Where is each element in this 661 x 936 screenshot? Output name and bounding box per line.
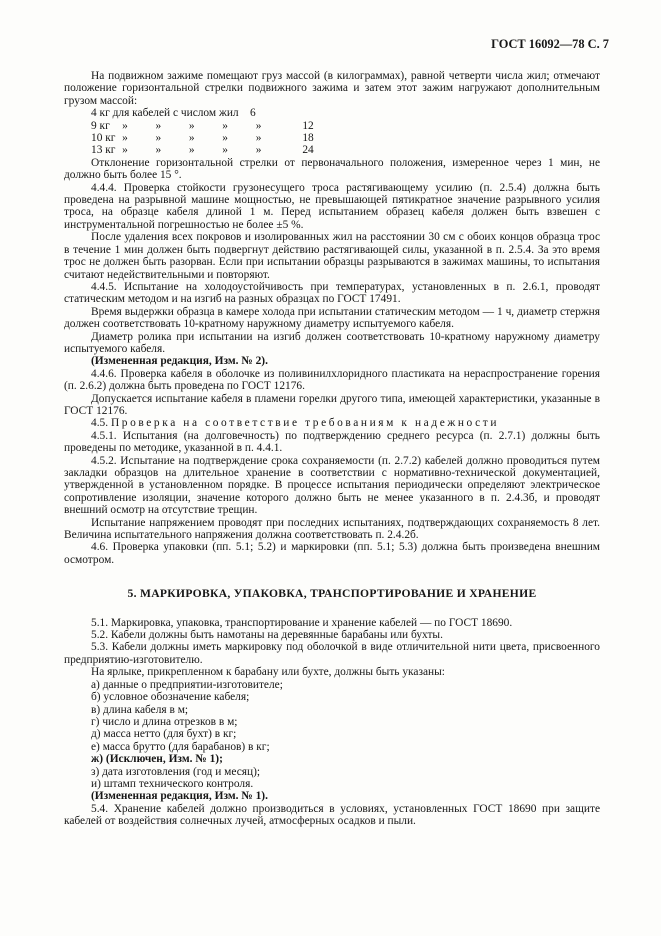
paragraph-4-4-6: 4.4.6. Проверка кабеля в оболочке из поливинилхлоридного пластиката на нераспространение горения (п. 2.6.2) должна быть проведена по ГОСТ 12176. [64, 367, 600, 393]
list-item: д) масса нетто (для бухт) в кг; [91, 728, 237, 741]
list-item: б) условное обозначение кабеля; [91, 691, 250, 704]
paragraph-4-4-4: 4.4.4. Проверка стойкости грузонесущего троса растягивающему усилию (п. 2.5.4) должна быть проведена на разрывной машине мощностью, не превышающей пятикратное значение разрывного усилия троса, на образце кабеля длиной 1 м. Перед испытанием образец кабеля должен быть взвешен с инструментальной погрешностью не более ±5 %. [64, 181, 600, 231]
weights-number: 12 [302, 119, 314, 132]
weights-kg: 13 кг [91, 144, 116, 157]
list-item: е) масса брутто (для барабанов) в кг; [91, 740, 270, 753]
paragraph-4-5-2-b: Испытание напряжением проводят при последних испытаниях, подтверждающих сохраняемость 8 лет. Величина испытательного напряжения должна соответствовать п. 2.4.2б. [64, 516, 600, 542]
amendment-note-2: (Измененная редакция, Изм. № 2). [91, 355, 268, 368]
ditto-mark: » [222, 144, 228, 157]
weights-row [91, 120, 314, 132]
ditto-mark: » [155, 144, 162, 157]
ditto-mark: » [122, 144, 128, 157]
paragraph-4-6: 4.6. Проверка упаковки (пп. 5.1; 5.2) и маркировки (пп. 5.1; 5.3) должна быть произведена внешним осмотром. [64, 541, 600, 566]
paragraph-4-4-5: 4.4.5. Испытание на холодоустойчивость при температурах, установленных в п. 2.6.1, проводят статическим методом и на изгиб на разных образцах по ГОСТ 17491. [64, 280, 600, 306]
document-body [64, 70, 600, 828]
ditto-mark: » [155, 119, 162, 132]
weights-number: 24 [302, 144, 314, 157]
list-item: з) дата изготовления (год и месяц); [91, 765, 261, 778]
weights-row [91, 144, 314, 156]
ditto-mark: » [255, 132, 262, 145]
ditto-mark: » [222, 132, 228, 145]
page-header: ГОСТ 16092—78 С. 7 [491, 37, 609, 51]
ditto-mark: » [188, 132, 195, 145]
list-item: а) данные о предприятии-изготовителе; [91, 678, 283, 691]
list-item: в) длина кабеля в м; [91, 703, 189, 716]
section-5-title: 5. МАРКИРОВКА, УПАКОВКА, ТРАНСПОРТИРОВАНИЕ И ХРАНЕНИЕ [127, 587, 537, 601]
paragraph-4-5-2: 4.5.2. Испытание на подтверждение срока сохраняемости (п. 2.7.2) кабелей должно проводиться путем закладки образцов на длительное хранение в соответствии с нормативно-технической документацией, утвержденной в установленном порядке. В процессе испытания периодически определяют электрическое сопротивление изоляции, значение которого должно быть не менее указанного в п. 2.4.3б, и проводят внешний осмотр на отсутствие трещин. [64, 454, 600, 517]
paragraph-5-1: 5.1. Маркировка, упаковка, транспортирование и хранение кабелей — по ГОСТ 18690. [91, 616, 513, 629]
paragraph-5-3-b: На ярлыке, прикрепленном к барабану или бухте, должны быть указаны: [91, 666, 445, 679]
weights-number: 18 [302, 132, 314, 145]
weights-kg: 10 кг [91, 132, 116, 145]
ditto-mark: » [222, 119, 228, 132]
paragraph-4-4-5-c: Диаметр ролика при испытании на изгиб должен соответствовать 10-кратному наружному диаметру испытуемого кабеля. [64, 330, 600, 355]
weights-table [91, 107, 314, 157]
paragraph-5-4: 5.4. Хранение кабелей должно производиться в условиях, установленных ГОСТ 18690 при защите кабелей от воздействия солнечных лучей, атмосферных осадков и пыли. [64, 802, 600, 828]
paragraph-5-3: 5.3. Кабели должны иметь маркировку под оболочкой в виде отличительной нити цвета, присвоенного предприятию-изготовителю. [64, 641, 600, 666]
weights-first-label [91, 107, 256, 119]
weights-first-text: 4 кг для кабелей с числом жил [91, 107, 239, 120]
paragraph-4-4-5-b: Время выдержки образца в камере холода при испытании статическим методом — 1 ч, диаметр стержня должен соответствовать 10-кратному наружному диаметру испытуемого кабеля. [64, 305, 600, 331]
weights-first-number: 6 [250, 107, 256, 120]
weights-row [91, 132, 314, 144]
ditto-mark: » [255, 119, 262, 132]
weights-row-first [91, 107, 314, 119]
clause-number: 4.5. [91, 417, 109, 430]
paragraph-4-5-1: 4.5.1. Испытания (на долговечность) по подтверждению среднего ресурса (п. 2.7.1) должны быть проведены по методике, указанной в п. 4.4.1. [64, 429, 600, 455]
list-item-excluded: ж) (Исключен, Изм. № 1); [91, 753, 223, 766]
weights-kg: 9 кг [91, 119, 110, 132]
amendment-note-1: (Измененная редакция, Изм. № 1). [91, 790, 268, 803]
ditto-mark: » [122, 119, 128, 132]
ditto-mark: » [255, 144, 262, 157]
ditto-mark: » [188, 119, 195, 132]
ditto-mark: » [155, 132, 162, 145]
clause-title-spaced: Проверка на соответствие требованиям к надежности [110, 417, 500, 430]
paragraph-4-4-4-b: После удаления всех покровов и изолированных жил на расстоянии 30 см с обоих концов образца трос в течение 1 мин должен быть подвергнут действию растягивающей силы, указанной в п. 2.5.4. За это время трос не должен быть разорван. Если при испытании образцы разрываются в зажимах машины, то испытания считают недействительными и повторяют. [64, 231, 600, 281]
paragraph-4-5-heading [64, 417, 600, 429]
ditto-mark: » [188, 144, 195, 157]
paragraph-deviation: Отклонение горизонтальной стрелки от первоначального положения, измеренное через 1 мин, не должно быть более 15 °. [64, 156, 600, 182]
paragraph-intro: На подвижном зажиме помещают груз массой (в килограммах), равной четверти числа жил; отмечают положение горизонтальной стрелки подвижного зажима и затем этот зажим нагружают дополнительным грузом массой: [64, 70, 600, 107]
list-item: г) число и длина отрезков в м; [91, 715, 238, 728]
ditto-mark: » [122, 132, 128, 145]
paragraph-5-2: 5.2. Кабели должны быть намотаны на деревянные барабаны или бухты. [91, 629, 443, 642]
list-item: и) штамп технического контроля. [91, 777, 254, 790]
paragraph-4-4-6-b: Допускается испытание кабеля в пламени горелки другого типа, имеющей характеристики, указанные в ГОСТ 12176. [64, 392, 600, 417]
